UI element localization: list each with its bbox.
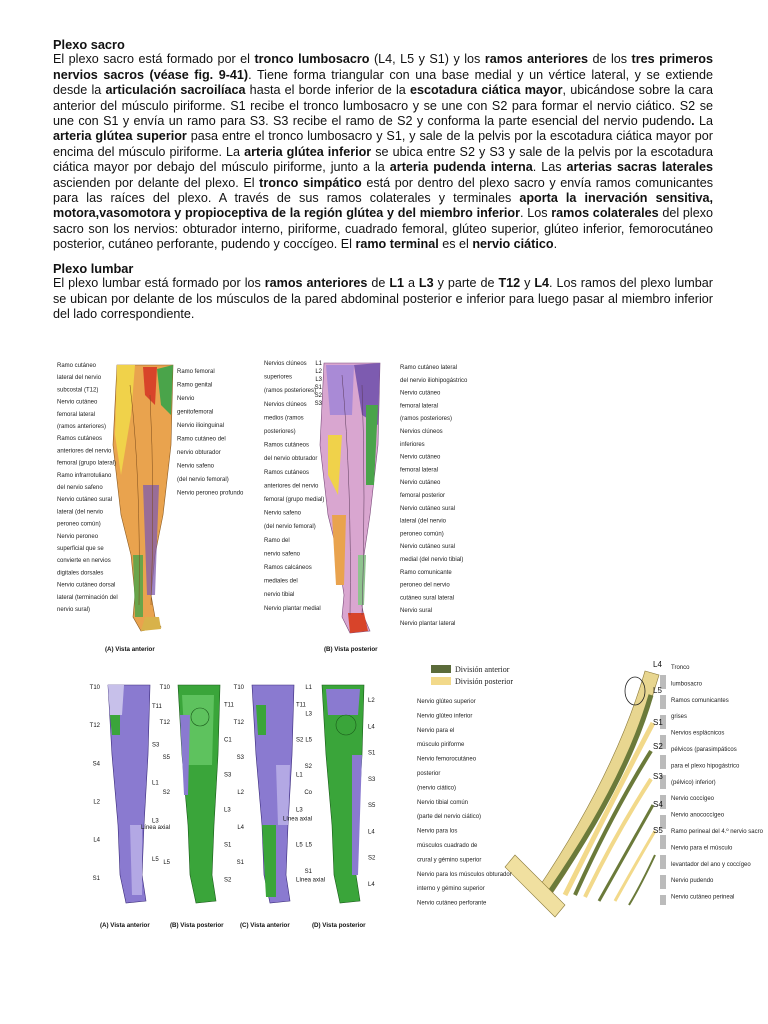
figure-cutaneous-posterior <box>262 355 472 655</box>
posterior-nerve-label: femoral (grupo medial) <box>264 497 325 503</box>
anterior-nerve-label: Ramo genital <box>177 382 213 389</box>
dermatome-label: S1 <box>304 868 312 875</box>
dermatome-label: T11 <box>152 704 162 711</box>
dermatome-label: L1 <box>296 772 303 779</box>
dermatome-label: T12 <box>159 720 170 726</box>
anterior-nerve-label: anteriores del nervio <box>57 448 112 455</box>
dermatome-label: S3 <box>224 772 232 779</box>
bold-term: . <box>691 114 695 129</box>
dermatome-label: Co <box>304 790 312 796</box>
text-run: pasa entre el tronco lumbosacro y S1, y sale de la pelvis por la escotadura ciática mayor por encima del músculo piriforme. La <box>53 129 713 159</box>
text-run: . Tiene forma triangular con una base medial y un vértice lateral, y se extiende desde la <box>53 67 713 98</box>
anterior-nerve-label: Ramo infrarrotuliano <box>57 472 112 479</box>
lumbar-paragraph <box>53 276 713 322</box>
anterior-nerve-label: Ramo cutáneo del <box>177 436 226 443</box>
dermatome-label: L2 <box>93 799 100 806</box>
plexus-legend <box>431 665 513 686</box>
posterior-nerve-label: medial (del nervio tibial) <box>400 557 464 563</box>
leg-posterior-illustration <box>320 363 380 633</box>
plexus-nerve-label: Nervio femorocutáneo <box>417 756 477 763</box>
anterior-nerve-label: Ramos cutáneos <box>57 436 103 443</box>
bold-term: T12 <box>498 276 521 291</box>
plexus-nerve-label: crural y gémino superior <box>417 857 482 864</box>
text-run: es el <box>438 237 473 252</box>
plexus-labels-right <box>671 665 764 901</box>
posterior-nerve-label: inferiores <box>400 441 425 448</box>
dermatome-label: S1 <box>224 842 232 849</box>
text-run: , ubicándose sobre la cara anterior del músculo piriforme. S1 recibe el tronco lumbosacro y se une con S2 para formar el nervio ciático. S2 se une con S1 y envía un ramo para S3. S3 recibe el ramo de S2 y conforma la parte esencial del nervio pudendo <box>53 83 713 129</box>
text-run: está por dentro del plexo sacro y envía ramos comunicantes para las raíces del plexo. A través de sus ramos colaterales y terminales <box>53 175 713 206</box>
anterior-nerve-label: femoral lateral <box>57 411 96 418</box>
anterior-nerve-label: Nervio cutáneo dorsal <box>57 582 116 589</box>
section-heading-sacral: Plexo sacro <box>53 37 125 52</box>
plexus-root-labels <box>653 660 663 835</box>
anterior-nerve-label: Nervio cutáneo <box>57 399 98 406</box>
dermatome-label: T10 <box>233 685 244 691</box>
bold-term: arterias sacras laterales <box>566 160 714 175</box>
plexus-nerve-label: Nervio anococcígeo <box>671 812 725 819</box>
bold-term: L1 <box>389 276 405 291</box>
dermatome-leg-d <box>322 685 364 903</box>
bold-term: ramos anteriores <box>264 276 368 291</box>
plexus-nerve-label: Nervio tibial común <box>417 799 469 806</box>
bold-term: tronco simpático <box>259 175 362 190</box>
dermatome-label: S1 <box>368 750 376 757</box>
dermatome-label: Línea axial <box>296 877 326 884</box>
posterior-nerve-label: Nervios clúneos <box>264 401 307 408</box>
dermatome-label: T10 <box>159 685 170 691</box>
anterior-nerve-label: lateral (del nervio <box>57 509 104 516</box>
anterior-nerve-label: lateral del nervio <box>57 375 102 382</box>
plexus-root-label: S2 <box>653 742 663 751</box>
posterior-nerve-label: Ramo comunicante <box>400 569 452 576</box>
dermatome-label: S3 <box>368 776 376 783</box>
dermatome-label: S2 <box>368 855 376 862</box>
dermatome-label: L4 <box>93 837 100 844</box>
dermatome-label: L1 <box>305 685 312 691</box>
anterior-nerve-label: Nervio <box>177 396 195 402</box>
plexus-nerve-label: Nervio para los músculos obturador <box>417 871 512 878</box>
root-label: S3 <box>314 401 322 407</box>
text-run: ascienden por delante del plexo. El <box>53 175 260 190</box>
posterior-nerve-label: lateral (del nervio <box>400 518 447 525</box>
dermatome-label: L2 <box>237 790 244 796</box>
posterior-nerve-label: posteriores) <box>264 429 296 435</box>
plexus-nerve-label: levantador del ano y coccígeo <box>671 861 751 868</box>
text-run: . Los <box>520 206 552 221</box>
figure-cutaneous-anterior <box>55 355 255 655</box>
posterior-nerve-label: Nervio cutáneo <box>400 480 441 487</box>
posterior-nerve-label: peroneo del nervio <box>400 582 450 589</box>
bold-term: nervio ciático <box>472 237 554 252</box>
dermatome-label: L5 <box>163 860 170 866</box>
plexus-nerve-label: Nervio para el <box>417 727 455 734</box>
sacral-paragraph <box>53 52 713 252</box>
dermatome-label: T12 <box>233 720 244 726</box>
anterior-nerve-label: (ramos anteriores) <box>57 424 107 430</box>
plexus-nerve-label: Nervio cutáneo perforante <box>417 900 487 907</box>
text-run: y <box>520 276 535 291</box>
bold-term: ramo terminal <box>355 237 439 252</box>
posterior-nerve-label: Nervio cutáneo sural <box>400 544 456 551</box>
anterior-nerve-label: nervio obturador <box>177 450 221 456</box>
plexus-nerve-label: Ramo perineal del 4.º nervio sacro <box>671 829 763 835</box>
dermatome-label: T11 <box>296 702 306 709</box>
dermatome-label: L3 <box>296 807 303 814</box>
anterior-nerve-label: Nervio safeno <box>177 463 215 470</box>
anterior-nerve-label: lateral (terminación del <box>57 594 118 601</box>
plexus-nerve-label: para el plexo hipogástrico <box>671 763 740 770</box>
caption-vista-anterior: (A) Vista anterior <box>105 646 155 653</box>
plexus-nerve-label: pélvicos (parasimpáticos <box>671 747 737 753</box>
legend-anterior-division: División anterior <box>455 665 510 674</box>
bold-term: arteria pudenda interna <box>389 160 533 175</box>
text-run: . Los ramos del plexo lumbar se ubican por delante de los músculos de la pared abdominal posterior e inferior para luego pasar al miembro inferior del lado correspondiente. <box>53 276 713 322</box>
plexus-root-label: S4 <box>653 800 663 809</box>
anterior-nerve-label: subcostal (T12) <box>57 387 99 394</box>
anterior-nerve-label: del nervio safeno <box>57 485 103 491</box>
plexus-nerve-label: interno y gémino superior <box>417 886 485 893</box>
dermatome-label: S2 <box>162 790 170 796</box>
dermatome-label: S5 <box>162 755 170 761</box>
text-run: El plexo sacro está formado por el <box>53 52 255 67</box>
dermatome-label: L4 <box>237 825 244 831</box>
dermatome-label: T12 <box>89 723 100 730</box>
dermatome-label: S5 <box>368 803 376 810</box>
posterior-nerve-label: Nervio sural <box>400 608 433 615</box>
posterior-nerve-label: anteriores del nervio <box>264 483 319 490</box>
figure-dermatomes <box>90 675 380 935</box>
legend-swatch-posterior <box>431 677 451 685</box>
plexus-nerve-label: grises <box>671 714 688 721</box>
plexus-root-label: S5 <box>653 826 663 835</box>
section-heading-lumbar: Plexo lumbar <box>53 261 134 276</box>
dermatome-label: S3 <box>236 755 244 761</box>
dermatome-label: L3 <box>152 818 159 825</box>
anterior-nerve-label: Ramo cutáneo <box>57 363 97 369</box>
dermatome-captions <box>100 922 366 929</box>
bold-term: ramos anteriores <box>484 52 588 67</box>
plexus-nerve-label: Nervio glúteo superior <box>417 699 476 705</box>
posterior-root-labels <box>315 361 323 407</box>
plexus-nerve-label: Nervio pudendo <box>671 878 714 885</box>
root-label: L3 <box>315 377 322 383</box>
dermatome-label: L2 <box>368 698 375 705</box>
plexus-nerve-label: (parte del nervio ciático) <box>417 814 482 821</box>
dermatome-label: S2 <box>224 877 232 884</box>
root-label: S1 <box>314 385 322 391</box>
dermatome-label: S4 <box>92 761 100 768</box>
anterior-nerve-label: digitales dorsales <box>57 570 104 577</box>
plexus-root-label: L4 <box>653 660 662 669</box>
anterior-nerve-label: convierte en nervios <box>57 558 111 565</box>
plexus-nerve-label: Nervio cutáneo perineal <box>671 894 735 901</box>
posterior-nerve-label: Nervio safeno <box>264 510 302 517</box>
anterior-nerve-label: Nervio ilioinguinal <box>177 423 225 429</box>
dermatome-label: S1 <box>92 875 100 882</box>
dermatome-caption: (B) Vista posterior <box>170 922 224 929</box>
dermatome-label: L5 <box>296 842 303 849</box>
plexus-root-label: S1 <box>653 718 663 727</box>
plexus-nerve-label: Tronco <box>671 665 690 671</box>
text-run: se ubica entre S2 y S3 y sale de la pelvis por la escotadura ciática mayor por debajo del músculo piriforme, junto a la <box>53 144 713 175</box>
plexus-illustration <box>505 671 663 917</box>
plexus-nerve-label: Nervio para los <box>417 828 458 835</box>
caption-vista-posterior: (B) Vista posterior <box>324 646 378 653</box>
lumbar-plexus-section <box>53 261 713 323</box>
posterior-nerve-label: medios (ramos <box>264 415 304 422</box>
anterior-nerve-label: Ramo femoral <box>177 369 215 375</box>
posterior-nerve-label: Nervios clúneos <box>264 361 307 367</box>
bold-term: aporta la inervación sensitiva, motora,vasomotora y propioceptiva de la región glútea y del miembro inferior <box>53 191 713 221</box>
posterior-nerve-label: nervio tibial <box>264 592 295 599</box>
text-run: de <box>367 276 390 291</box>
anterior-nerve-label: genitofemoral <box>177 409 214 416</box>
plexus-nerve-label: (pélvico) inferior) <box>671 779 716 786</box>
dermatome-caption: (C) Vista anterior <box>240 922 290 929</box>
legend-swatch-anterior <box>431 665 451 673</box>
dermatome-label: S2 <box>304 763 312 770</box>
text-run: y parte de <box>433 276 499 291</box>
leg-anterior-illustration <box>113 365 173 631</box>
dermatome-label: L3 <box>224 807 231 814</box>
dermatome-label: L5 <box>305 842 312 849</box>
posterior-nerve-label: del nervio obturador <box>264 456 318 463</box>
posterior-nerve-label: (ramos posteriores) <box>264 388 317 395</box>
plexus-nerve-label: músculos cuadrado de <box>417 843 478 849</box>
posterior-nerve-label: femoral posterior <box>400 493 446 499</box>
dermatome-label: S1 <box>236 860 244 866</box>
dermatome-label: Línea axial <box>282 816 312 823</box>
root-label: L1 <box>315 361 322 367</box>
figure-sacral-plexus <box>415 655 763 945</box>
posterior-nerve-label: cutáneo sural lateral <box>400 595 455 602</box>
anterior-nerve-label: superficial que se <box>57 546 104 552</box>
anterior-nerve-label: peroneo común) <box>57 521 101 528</box>
dermatome-label: L5 <box>305 737 312 744</box>
dermatome-caption: (A) Vista anterior <box>100 922 150 929</box>
dermatome-label: S2 <box>296 737 304 744</box>
text-run: . Las <box>532 160 567 175</box>
bold-term: arteria glútea inferior <box>244 144 372 159</box>
dermatome-label: L4 <box>368 881 375 888</box>
dermatome-label: Línea axial <box>140 825 170 831</box>
posterior-nerve-label: (ramos posteriores) <box>400 416 453 423</box>
plexus-nerve-label: Ramos comunicantes <box>671 697 729 704</box>
posterior-nerve-label: Nervios clúneos <box>400 429 443 435</box>
plexus-nerve-label: posterior <box>417 771 441 777</box>
plexus-nerve-label: (nervio ciático) <box>417 785 457 792</box>
dermatome-caption: (D) Vista posterior <box>312 922 366 929</box>
anterior-nerve-label: Nervio peroneo <box>57 533 99 540</box>
dermatome-leg-b <box>178 685 220 903</box>
text-run: de los <box>587 52 632 67</box>
posterior-nerve-label: peroneo común) <box>400 531 444 538</box>
plexus-root-label: S3 <box>653 772 663 781</box>
anterior-labels-right <box>177 369 244 497</box>
bold-term: L3 <box>418 276 434 291</box>
dermatome-leg-c <box>252 685 294 903</box>
text-run: (L4, L5 y S1) y los <box>369 52 485 67</box>
anterior-nerve-label: (del nervio femoral) <box>177 477 229 483</box>
bold-term: arteria glútea superior <box>53 129 187 144</box>
bold-term: ramos colaterales <box>551 206 659 221</box>
plexus-nerve-label: Nervio para el músculo <box>671 845 733 852</box>
anterior-nerve-label: Nervio cutáneo sural <box>57 497 113 504</box>
plexus-nerve-label: músculo piriforme <box>417 742 465 749</box>
posterior-labels-right <box>400 365 468 627</box>
posterior-nerve-label: (del nervio femoral) <box>264 524 316 531</box>
posterior-nerve-label: Nervio plantar lateral <box>400 621 456 627</box>
bold-term: tres primeros nervios sacros (véase fig. 9-41) <box>53 52 713 82</box>
posterior-nerve-label: nervio safeno <box>264 551 301 558</box>
posterior-nerve-label: Nervio cutáneo sural <box>400 505 456 512</box>
anterior-nerve-label: femoral (grupo lateral) <box>57 460 117 467</box>
plexus-nerve-label: lumbosacro <box>671 681 703 688</box>
text-run: . <box>553 237 558 252</box>
sacral-plexus-section <box>53 37 713 253</box>
posterior-nerve-label: Ramos cutáneos <box>264 469 310 476</box>
bold-term: escotadura ciática mayor <box>409 83 563 98</box>
text-run: hasta el borde inferior de la <box>245 83 410 98</box>
posterior-nerve-label: Ramos cutáneos <box>264 442 310 449</box>
root-label: S2 <box>314 393 322 399</box>
plexus-nerve-label: Nervio glúteo inferior <box>417 713 473 720</box>
anterior-nerve-label: nervio sural) <box>57 607 91 613</box>
dermatome-label: L5 <box>152 856 159 863</box>
plexus-root-label: L5 <box>653 686 662 695</box>
posterior-nerve-label: femoral lateral <box>400 467 439 474</box>
posterior-nerve-label: Ramo cutáneo lateral <box>400 365 458 371</box>
dermatome-label: T10 <box>89 685 100 691</box>
dermatome-label: L4 <box>368 829 375 836</box>
root-label: L2 <box>315 369 322 375</box>
text-run: del plexo sacro son los nervios: obturador interno, piriforme, cuadrado femoral, glúteo superior, glúteo inferior, femorocutáneo posterior, cutáneo perforante, pudendo y coccígeo. El <box>53 206 714 252</box>
bold-term: tronco lumbosacro <box>254 52 370 67</box>
plexus-nerve-label: Nervio coccígeo <box>671 796 715 803</box>
plexus-labels-left <box>417 699 512 907</box>
bold-term: L4 <box>534 276 550 291</box>
dermatome-label: L1 <box>152 780 159 787</box>
posterior-nerve-label: Nervio plantar medial <box>264 605 321 612</box>
text-run: El plexo lumbar está formado por los <box>53 276 265 291</box>
legend-posterior-division: División posterior <box>455 677 513 686</box>
text-run: a <box>404 276 419 291</box>
posterior-nerve-label: del nervio iliohipogástrico <box>400 377 468 384</box>
text-run: La <box>694 114 713 129</box>
posterior-nerve-label: Ramos calcáneos <box>264 565 312 571</box>
dermatome-label: T11 <box>224 702 234 709</box>
dermatome-label: C1 <box>224 737 232 744</box>
posterior-nerve-label: Nervio cutáneo <box>400 454 441 461</box>
bold-term: articulación sacroilíaca <box>105 83 246 98</box>
posterior-nerve-label: femoral lateral <box>400 403 439 410</box>
posterior-nerve-label: mediales del <box>264 578 298 585</box>
anterior-nerve-label: Nervio peroneo profundo <box>177 490 244 497</box>
dermatome-leg-a <box>108 685 150 903</box>
plexus-nerve-label: Nervios esplácnicos <box>671 730 725 737</box>
posterior-nerve-label: Ramo del <box>264 537 290 544</box>
posterior-nerve-label: Nervio cutáneo <box>400 390 441 397</box>
posterior-nerve-label: superiores <box>264 374 293 381</box>
dermatome-label: S3 <box>152 742 160 749</box>
dermatome-label: L4 <box>368 724 375 731</box>
dermatome-label: L3 <box>305 711 312 718</box>
anterior-labels-left <box>57 363 118 613</box>
